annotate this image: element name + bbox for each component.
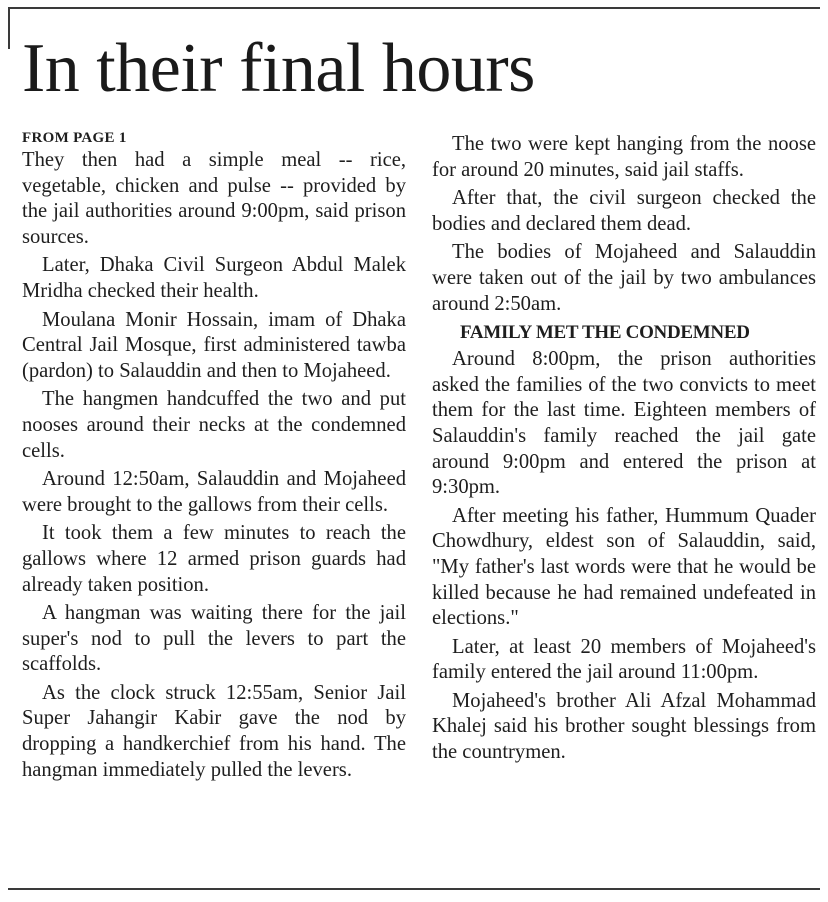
paragraph: The two were kept hanging from the noose for around 20 minutes, said jail staffs. [432,133,816,181]
paragraph: The hangmen handcuffed the two and put nooses around their necks at the condemned cells. [22,388,406,462]
section-subhead: FAMILY MET THE CONDEMNED [460,322,750,344]
paragraph: The bodies of Mojaheed and Salauddin were taken out of the jail by two ambulances around 2:50am. [432,241,816,315]
paragraph: After meeting his father, Hummum Quader Chowdhury, eldest son of Salauddin, said, "My father's last words were that he would be killed because he had remained undefeated in elections." [432,504,816,630]
right-column [432,132,816,769]
headline: In their final hours [22,30,535,107]
paragraph: Moulana Monir Hossain, imam of Dhaka Central Jail Mosque, first administered tawba (pardon) to Salauddin and then to Mojaheed. [22,308,406,382]
bottom-rule [8,888,820,890]
top-rule [8,7,820,9]
paragraph: As the clock struck 12:55am, Senior Jail Super Jahangir Kabir gave the nod by dropping a handkerchief from his hand. The hangman immediately pulled the levers. [22,681,406,781]
paragraph: A hangman was waiting there for the jail super's nod to pull the levers to part the scaffolds. [22,602,406,676]
left-edge-rule [8,9,10,49]
paragraph: After that, the civil surgeon checked the bodies and declared them dead. [432,187,816,235]
from-page-kicker: FROM PAGE 1 [22,130,127,146]
paragraph: Mojaheed's brother Ali Afzal Mohammad Khalej said his brother sought blessings from the countrymen. [432,689,816,764]
paragraph: Later, at least 20 members of Mojaheed's family entered the jail around 11:00pm. [432,635,816,684]
paragraph: Later, Dhaka Civil Surgeon Abdul Malek Mridha checked their health. [22,254,406,302]
paragraph: Around 8:00pm, the prison authorities asked the families of the two convicts to meet them for the last time. Eighteen members of Salauddin's family reached the jail gate around 9:00pm and entered the prison at 9:30pm. [432,348,816,499]
left-column [22,128,406,786]
paragraph: It took them a few minutes to reach the gallows where 12 armed prison guards had already taken position. [22,522,406,596]
paragraph: They then had a simple meal -- rice, vegetable, chicken and pulse -- provided by the jail authorities around 9:00pm, said prison sources. [22,149,406,248]
paragraph: Around 12:50am, Salauddin and Mojaheed were brought to the gallows from their cells. [22,468,406,516]
